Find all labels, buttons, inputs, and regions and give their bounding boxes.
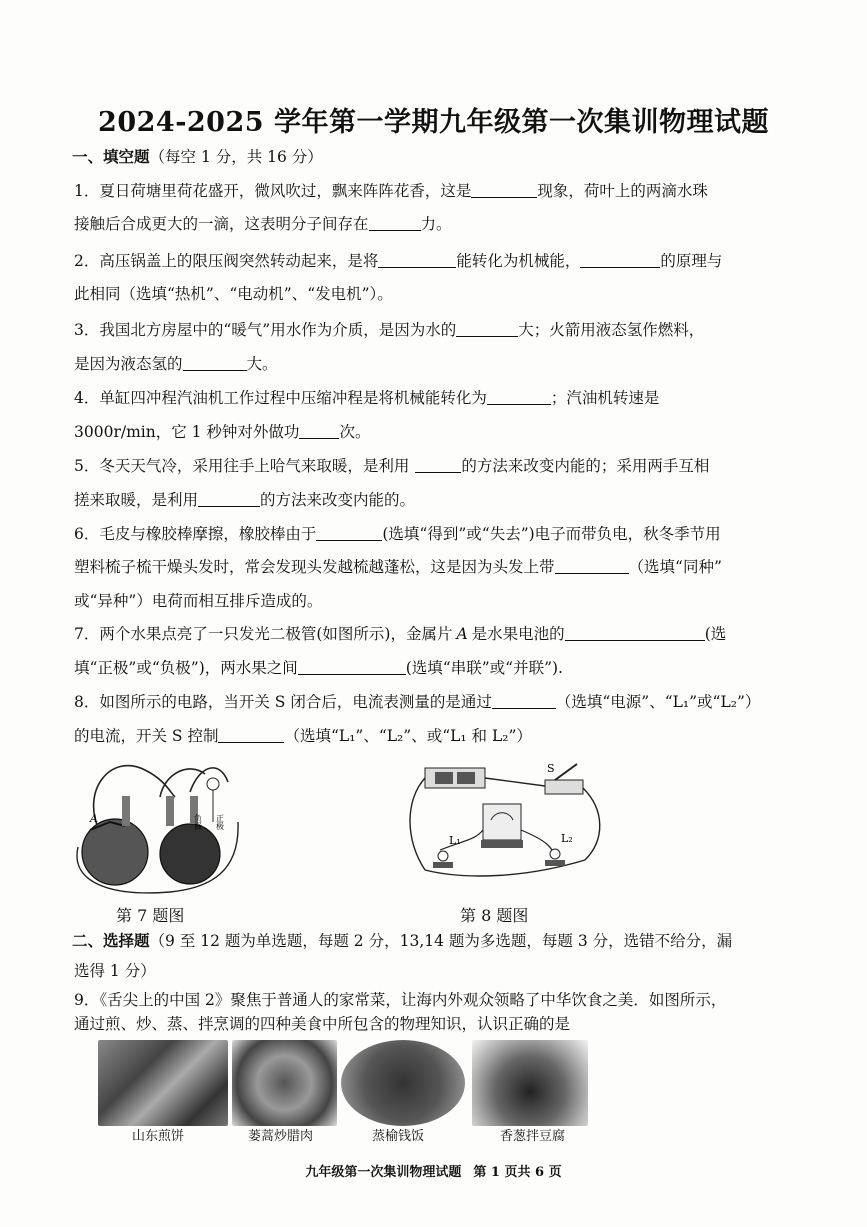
- q4-text2-end: 次。: [339, 423, 371, 441]
- q6-text2: 塑料梳子梳干燥头发时，常会发现头发越梳越蓬松，这是因为头发上带: [74, 558, 555, 576]
- q7-line2: [74, 658, 563, 678]
- q5-blank1: [415, 457, 461, 473]
- q7-blank1: [565, 625, 705, 641]
- q8-text: 8．如图所示的电路，当开关 S 闭合后，电流表测量的是通过: [74, 693, 492, 711]
- section2-note-line2: 选得 1 分）: [74, 962, 156, 980]
- q7-text-end: (选: [704, 625, 727, 643]
- fig7-label-positive: 正极: [215, 814, 225, 830]
- q3-blank1: [456, 321, 518, 337]
- food-label-3: 蒸榆钱饭: [372, 1129, 425, 1144]
- fig7-label-a: A: [90, 812, 98, 825]
- food-label-2: 蒌蒿炒腊肉: [248, 1129, 314, 1144]
- q6-blank1: [316, 525, 382, 541]
- food-label-4: 香葱拌豆腐: [500, 1129, 566, 1144]
- q1-line1: [74, 181, 708, 201]
- q3-blank2: [183, 355, 247, 371]
- fig8-label-l1: L₁: [449, 834, 461, 847]
- q7-text2-end: (选填“串联”或“并联”).: [405, 659, 563, 677]
- q6-line1: [74, 524, 721, 544]
- q1-text: 1．夏日荷塘里荷花盛开，微风吹过，飘来阵阵花香，这是: [74, 182, 472, 200]
- section1-header: [72, 147, 323, 167]
- q5-text: 5．冬天天气冷，采用往手上哈气来取暖，是利用: [74, 457, 410, 475]
- fig8-label-s: S: [547, 762, 555, 775]
- q2-text-end: 的原理与: [660, 252, 723, 270]
- q4-text: 4．单缸四冲程汽油机工作过程中压缩冲程是将机械能转化为: [74, 389, 487, 407]
- section2-heading: 二、选择题: [72, 931, 150, 950]
- q8-blank1: [492, 693, 556, 709]
- q9-line2: 通过煎、炒、蒸、拌烹调的四种美食中所包含的物理知识，认识正确的是: [74, 1015, 571, 1033]
- q6-blank2: [555, 558, 629, 574]
- fig8-caption: 第 8 题图: [460, 906, 529, 925]
- footer-page-number: 第 1 页共 6 页: [473, 1165, 562, 1180]
- q7-metal-a: A: [456, 625, 468, 643]
- q8-line1: [74, 692, 760, 712]
- q5-text-cont: 的方法来改变内能的；采用两手互相: [461, 457, 710, 475]
- fig8-label-l2: L₂: [561, 832, 573, 845]
- q7-text2: 填“正极”或“负极”)，两水果之间: [74, 659, 298, 677]
- q1-text2-end: 力。: [420, 215, 452, 233]
- fig7-label-negative: 负极: [193, 814, 203, 830]
- q6-text: 6．毛皮与橡胶棒摩擦，橡胶棒由于: [74, 525, 317, 543]
- section2-header: [72, 931, 732, 951]
- q4-line2: [74, 422, 370, 442]
- q8-line2: [74, 726, 532, 746]
- q8-text2-end: （选填“L₁”、“L₂”、或“L₁ 和 L₂”）: [284, 727, 532, 745]
- food-photo-yuqian: [341, 1040, 465, 1126]
- q7-line1: [74, 624, 726, 644]
- q2-blank1: [378, 252, 456, 268]
- q7-text-mid: 是水果电池的: [471, 625, 565, 643]
- q5-line2: [74, 490, 415, 510]
- q1-blank1: [471, 182, 537, 198]
- q6-text-cont: (选填“得到”或“失去”)电子而带负电，秋冬季节用: [382, 525, 721, 543]
- q7-text: 7．两个水果点亮了一只发光二极管(如图所示)，金属片: [74, 625, 453, 643]
- q5-line1: [74, 456, 709, 476]
- q2-line1: [74, 251, 722, 271]
- q8-blank2: [218, 727, 284, 743]
- q2-text-mid: 能转化为机械能，: [456, 252, 581, 270]
- q8-text-cont: （选填“电源”、“L₁”或“L₂”）: [555, 693, 761, 711]
- q2-blank2: [580, 252, 660, 268]
- q3-text2: 是因为液态氢的: [74, 355, 183, 373]
- circuit-figure: [405, 760, 610, 885]
- section1-note: （每空 1 分，共 16 分）: [149, 148, 323, 166]
- q4-blank2: [299, 423, 339, 439]
- q5-text2-end: 的方法来改变内能的。: [260, 491, 416, 509]
- q2-text: 2．高压锅盖上的限压阀突然转动起来，是将: [74, 252, 379, 270]
- food-photo-tofu: [472, 1040, 588, 1126]
- q5-text2: 搓来取暖，是利用: [74, 491, 199, 509]
- q1-text-cont: 现象，荷叶上的两滴水珠: [537, 182, 708, 200]
- section2-note: （9 至 12 题为单选题，每题 2 分，13,14 题为多选题，每题 3 分，选错不给分，漏: [149, 932, 733, 950]
- q7-blank2: [298, 659, 406, 675]
- q3-line2: [74, 354, 278, 374]
- q4-line1: [74, 388, 659, 408]
- q3-line1: [74, 320, 704, 340]
- q1-text2: 接触后合成更大的一滴，这表明分子间存在: [74, 215, 369, 233]
- q6-line2: [74, 557, 722, 577]
- exam-title: 2024-2025 学年第一学期九年级第一次集训物理试题: [98, 107, 769, 138]
- fruit-battery-figure: [70, 752, 250, 897]
- fig7-caption: 第 7 题图: [116, 906, 185, 925]
- q2-line2: 此相同（选填“热机”、“电动机”、“发电机”）。: [74, 285, 393, 303]
- food-label-1: 山东煎饼: [132, 1129, 185, 1144]
- page-footer: [0, 1161, 867, 1180]
- q1-blank2: [369, 215, 421, 231]
- q4-blank1: [487, 389, 551, 405]
- food-photo-jianbing: [98, 1040, 228, 1126]
- q5-blank2: [198, 491, 260, 507]
- q4-text2: 3000r/min，它 1 秒钟对外做功: [74, 423, 300, 441]
- q3-text-cont: 大；火箭用液态氢作燃料，: [518, 321, 705, 339]
- q4-text-cont: ；汽油机转速是: [550, 389, 660, 407]
- footer-exam-name: 九年级第一次集训物理试题: [305, 1165, 462, 1180]
- section1-heading: 一、填空题: [72, 147, 150, 166]
- food-photo-louhao: [232, 1040, 337, 1126]
- q3-text: 3．我国北方房屋中的“暖气”用水作为介质，是因为水的: [74, 321, 457, 339]
- q1-line2: [74, 214, 452, 234]
- q3-text2-end: 大。: [246, 355, 278, 373]
- q8-text2: 的电流，开关 S 控制: [74, 727, 219, 745]
- q9-line1: 9．《舌尖上的中国 2》聚焦于普通人的家常菜，让海内外观众领略了中华饮食之美．如图所示，: [74, 991, 727, 1009]
- q6-text2-end: （选填“同种”: [628, 558, 722, 576]
- q6-line3: 或“异种”）电荷而相互排斥造成的。: [74, 592, 323, 610]
